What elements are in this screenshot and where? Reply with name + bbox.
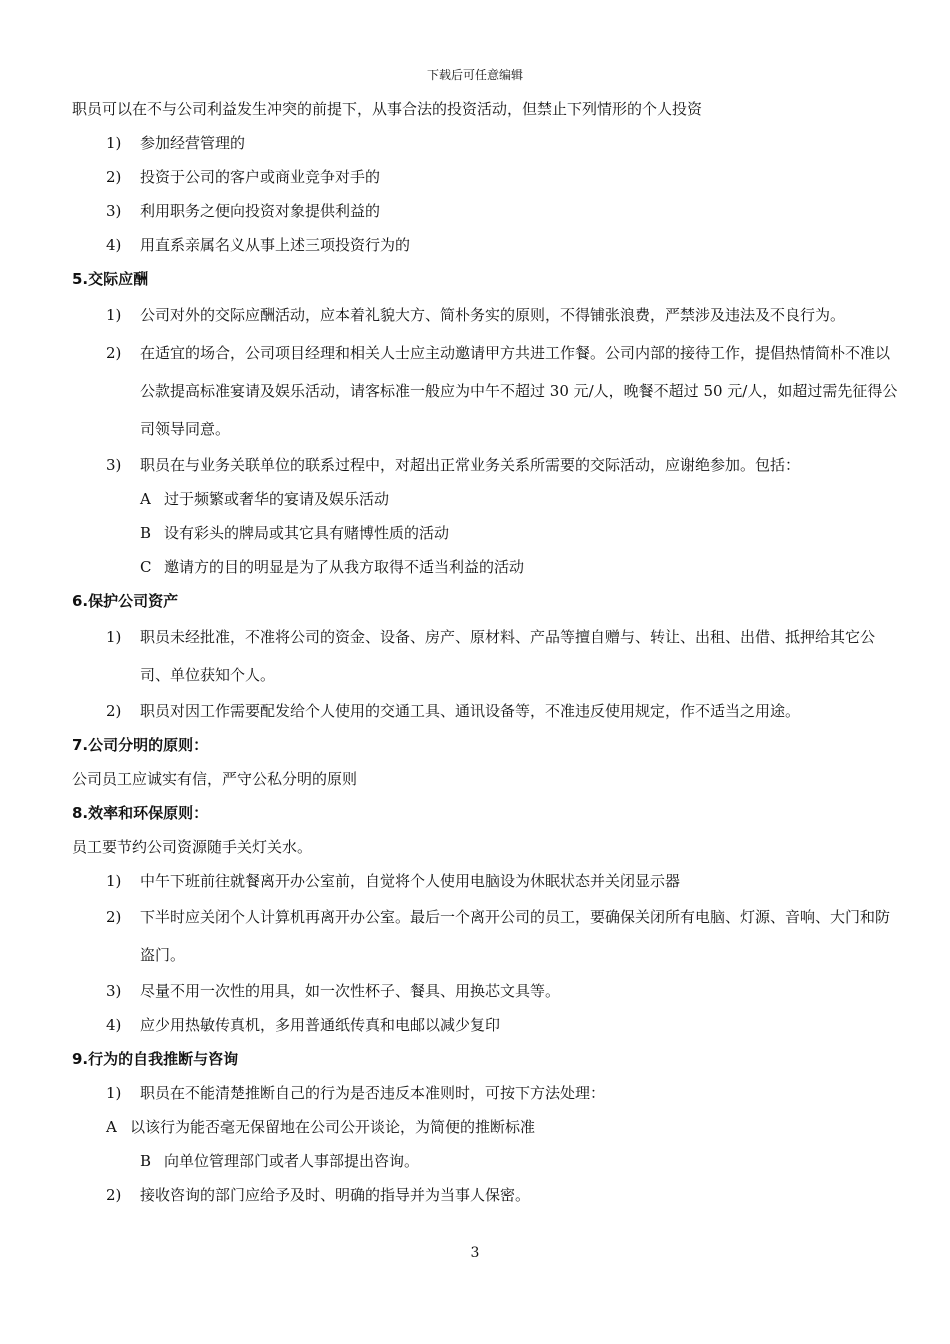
list-item — [106, 1008, 902, 1042]
list-item — [106, 1076, 902, 1110]
page-number: 3 — [470, 1245, 480, 1261]
list-number: 1) — [106, 306, 122, 324]
list-item — [106, 160, 902, 194]
section-heading-6: 6.保护公司资产 — [72, 592, 179, 610]
sub-text: 以该行为能否毫无保留地在公司公开谈论，为简便的推断标准 — [130, 1118, 536, 1136]
list-item — [106, 1178, 902, 1212]
list-text: 投资于公司的客户或商业竞争对手的 — [140, 168, 381, 186]
list-number: 4) — [106, 1016, 122, 1034]
sub-text: 过于频繁或奢华的宴请及娱乐活动 — [164, 490, 390, 508]
sub-text: 邀请方的目的明显是为了从我方取得不适当利益的活动 — [164, 558, 525, 576]
list-item — [106, 228, 902, 262]
list-number: 1) — [106, 1084, 122, 1102]
list-number: 4) — [106, 236, 122, 254]
list-item — [106, 296, 902, 334]
section-heading-5: 5.交际应酬 — [72, 270, 149, 288]
sub-letter: A — [140, 490, 151, 508]
list-item — [106, 334, 902, 448]
sub-item — [140, 516, 902, 550]
list-number: 2) — [106, 702, 122, 720]
list-number: 3) — [106, 202, 122, 220]
list-number: 2) — [106, 1186, 122, 1204]
list-text: 接收咨询的部门应给予及时、明确的指导并为当事人保密。 — [140, 1186, 531, 1204]
list-number: 2) — [106, 168, 122, 186]
page-header: 下载后可任意编辑 — [426, 68, 523, 82]
list-number: 3) — [106, 456, 122, 474]
list-item — [106, 864, 902, 898]
list-item — [106, 448, 902, 482]
document-body — [72, 92, 902, 1212]
list-text: 职员对因工作需要配发给个人使用的交通工具、通讯设备等，不准违反使用规定，作不适当之用途。 — [140, 702, 801, 720]
sub-letter: B — [140, 1152, 152, 1170]
sub-item — [140, 550, 902, 584]
list-text: 应少用热敏传真机，多用普通纸传真和电邮以减少复印 — [140, 1016, 501, 1034]
list-item — [106, 694, 902, 728]
list-text: 利用职务之便向投资对象提供利益的 — [140, 202, 381, 220]
list-number: 2) — [106, 344, 122, 362]
list-number: 2) — [106, 908, 122, 926]
list-number: 1) — [106, 628, 122, 646]
list-text: 在适宜的场合，公司项目经理和相关人士应主动邀请甲方共进工作餐。公司内部的接待工作，提倡热情简朴不准以公款提高标准宴请及娱乐活动，请客标准一般应为中午不超过 30 元/人，晚餐不超过 50 元/人，如超过需先征得公司领导同意。 — [140, 344, 898, 438]
list-text: 中午下班前往就餐离开办公室前，自觉将个人使用电脑设为休眠状态并关闭显示器 — [140, 872, 681, 890]
sub-text: 向单位管理部门或者人事部提出咨询。 — [164, 1152, 420, 1170]
section-heading-9: 9.行为的自我推断与咨询 — [72, 1050, 239, 1068]
sub-item — [106, 1110, 902, 1144]
sub-text: 设有彩头的牌局或其它具有赌博性质的活动 — [164, 524, 450, 542]
list-text: 公司对外的交际应酬活动，应本着礼貌大方、简朴务实的原则，不得铺张浪费，严禁涉及违法及不良行为。 — [140, 306, 846, 324]
section-7-text: 公司员工应诚实有信，严守公私分明的原则 — [72, 770, 358, 788]
list-text: 职员在不能清楚推断自己的行为是否违反本准则时，可按下方法处理： — [140, 1084, 606, 1102]
list-text: 尽量不用一次性的用具，如一次性杯子、餐具、用换芯文具等。 — [140, 982, 561, 1000]
list-item — [106, 618, 902, 694]
section-heading-8: 8.效率和环保原则： — [72, 804, 209, 822]
list-text: 用直系亲属名义从事上述三项投资行为的 — [140, 236, 411, 254]
list-item — [106, 194, 902, 228]
list-text: 下半时应关闭个人计算机再离开办公室。最后一个离开公司的员工，要确保关闭所有电脑、灯源、音响、大门和防盗门。 — [140, 908, 891, 964]
section-8-text: 员工要节约公司资源随手关灯关水。 — [72, 838, 313, 856]
list-number: 3) — [106, 982, 122, 1000]
list-number: 1) — [106, 134, 122, 152]
sub-letter: B — [140, 524, 152, 542]
sub-item — [140, 1144, 902, 1178]
section-heading-7: 7.公司分明的原则： — [72, 736, 209, 754]
sub-letter: C — [140, 558, 152, 576]
sub-letter: A — [106, 1118, 117, 1136]
list-item — [106, 898, 902, 974]
intro-paragraph: 职员可以在不与公司利益发生冲突的前提下，从事合法的投资活动，但禁止下列情形的个人投资 — [72, 100, 703, 118]
list-text: 职员未经批准，不准将公司的资金、设备、房产、原材料、产品等擅自赠与、转让、出租、出借、抵押给其它公司、单位获知个人。 — [140, 628, 876, 684]
list-item — [106, 974, 902, 1008]
list-text: 职员在与业务关联单位的联系过程中，对超出正常业务关系所需要的交际活动，应谢绝参加。包括： — [140, 456, 801, 474]
list-item — [106, 126, 902, 160]
list-number: 1) — [106, 872, 122, 890]
list-text: 参加经营管理的 — [140, 134, 246, 152]
sub-item — [140, 482, 902, 516]
